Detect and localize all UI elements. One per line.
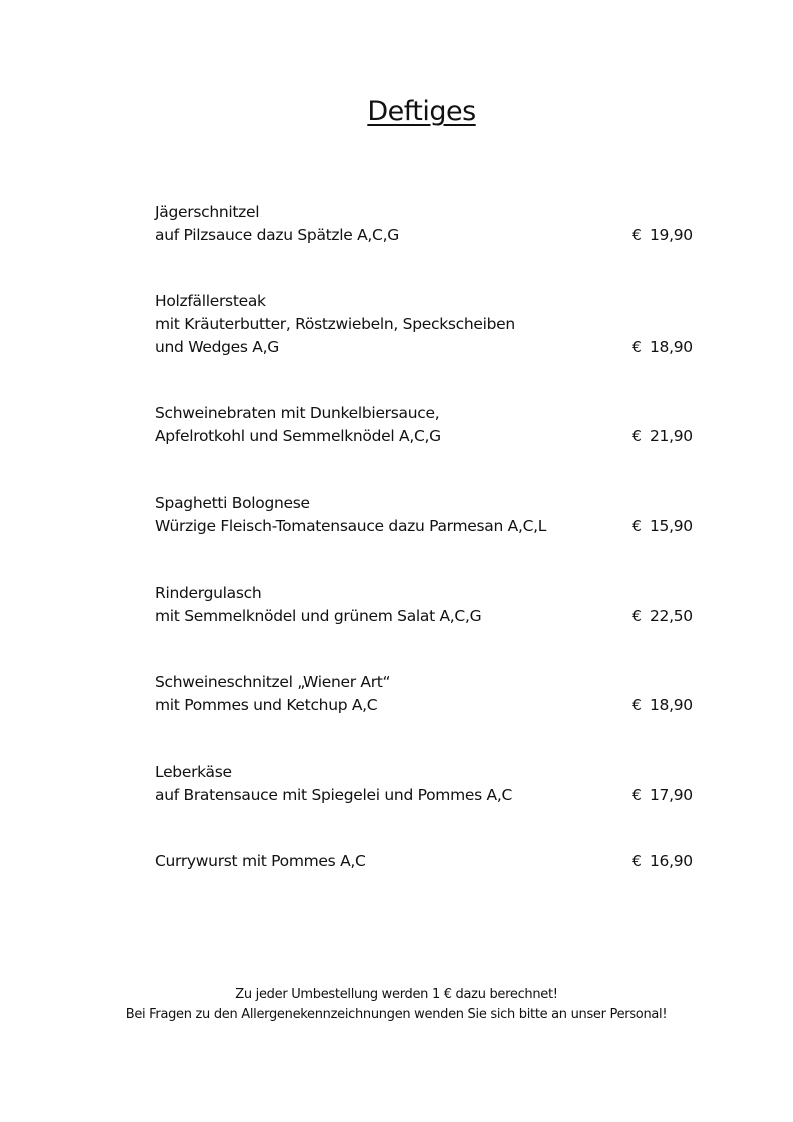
menu-item — [155, 492, 700, 538]
menu-item — [155, 582, 700, 628]
menu-item-price — [632, 784, 693, 807]
menu-item-description: Würzige Fleisch-Tomatensauce dazu Parmesan A,C,L — [155, 517, 547, 535]
menu-item-description: mit Semmelknödel und grünem Salat A,C,G — [155, 607, 482, 625]
footer-line-allergens: Bei Fragen zu den Allergenekennzeichnungen wenden Sie sich bitte an unser Personal! — [125, 1007, 668, 1022]
menu-item — [155, 290, 700, 359]
price-value: 15,90 — [650, 517, 693, 535]
menu-item-name: Schweinebraten mit Dunkelbiersauce, — [155, 404, 440, 422]
price-value: 21,90 — [650, 427, 693, 445]
menu-item-name: Spaghetti Bolognese — [155, 494, 310, 512]
currency-symbol: € — [632, 852, 642, 870]
currency-symbol: € — [632, 786, 642, 804]
menu-item-name: Leberkäse — [155, 763, 232, 781]
menu-item-description: auf Pilzsauce dazu Spätzle A,C,G — [155, 226, 399, 244]
footer-line-surcharge: Zu jeder Umbestellung werden 1 € dazu berechnet! — [235, 987, 558, 1002]
menu-item-price — [632, 224, 693, 247]
menu-item-price — [632, 425, 693, 448]
currency-symbol: € — [632, 607, 642, 625]
price-value: 19,90 — [650, 226, 693, 244]
menu-item — [155, 850, 700, 873]
price-value: 18,90 — [650, 696, 693, 714]
menu-item-name: Jägerschnitzel — [155, 203, 260, 221]
currency-symbol: € — [632, 427, 642, 445]
currency-symbol: € — [632, 338, 642, 356]
currency-symbol: € — [632, 696, 642, 714]
page-title: Deftiges — [367, 96, 476, 127]
menu-item-description: Apfelrotkohl und Semmelknödel A,C,G — [155, 427, 441, 445]
menu-item-name: Schweineschnitzel „Wiener Art“ — [155, 673, 391, 691]
currency-symbol: € — [632, 226, 642, 244]
menu-item-price — [632, 850, 693, 873]
menu-item-description: mit Pommes und Ketchup A,C — [155, 696, 378, 714]
menu-item — [155, 201, 700, 247]
footer-note — [0, 985, 793, 1025]
price-value: 18,90 — [650, 338, 693, 356]
menu-item — [155, 761, 700, 807]
menu-item — [155, 402, 700, 448]
menu-item-name: Rindergulasch — [155, 584, 262, 602]
menu-item-description: auf Bratensauce mit Spiegelei und Pommes A,C — [155, 786, 512, 804]
menu-item-description: und Wedges A,G — [155, 338, 279, 356]
menu-item-description: mit Kräuterbutter, Röstzwiebeln, Speckscheiben — [155, 315, 515, 333]
menu-item-price — [632, 515, 693, 538]
menu-item-price — [632, 605, 693, 628]
menu-item-price — [632, 694, 693, 717]
currency-symbol: € — [632, 517, 642, 535]
price-value: 16,90 — [650, 852, 693, 870]
price-value: 17,90 — [650, 786, 693, 804]
menu-item-name: Currywurst mit Pommes A,C — [155, 852, 366, 870]
price-value: 22,50 — [650, 607, 693, 625]
menu-item-price — [632, 336, 693, 359]
menu-item-name: Holzfällersteak — [155, 292, 266, 310]
menu-item — [155, 671, 700, 717]
